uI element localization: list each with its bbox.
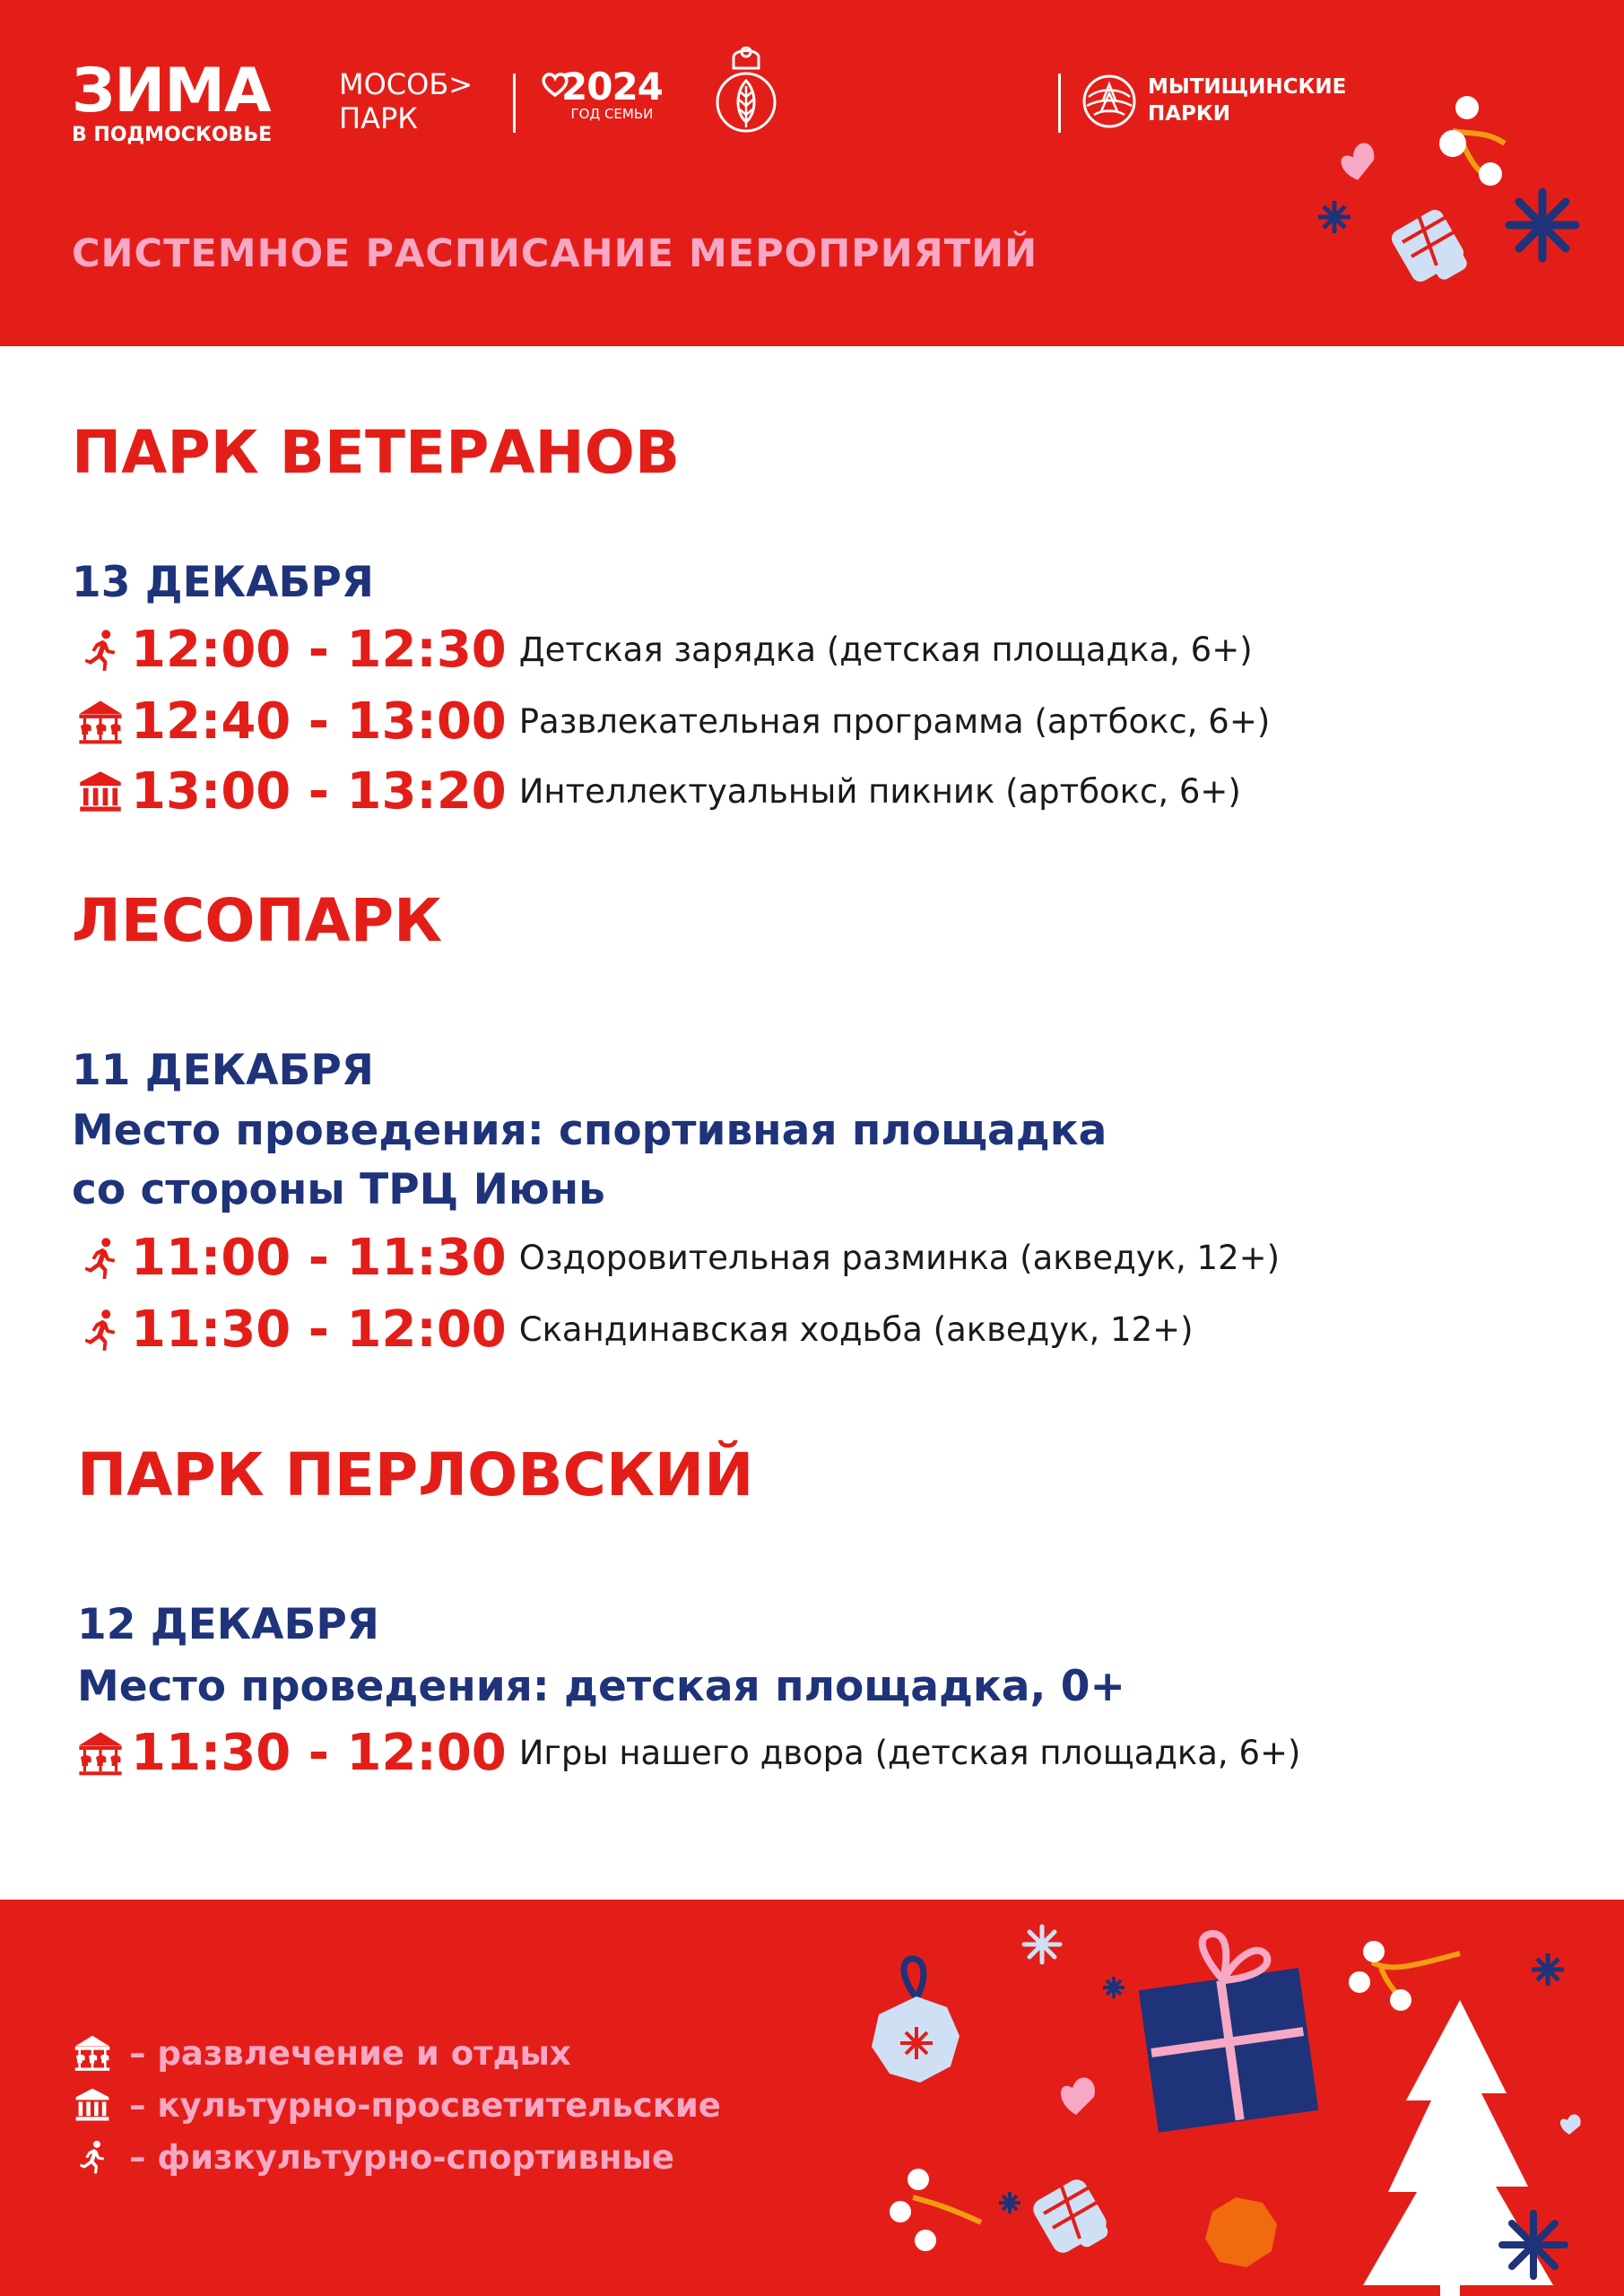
event-description: Скандинавская ходьба (акведук, 12+) [518, 1310, 1194, 1349]
year-of-family-logo [545, 65, 663, 122]
park-title-lesopark: ЛЕСОПАРК [72, 886, 443, 955]
event-time: 11:30 - 12:00 [131, 1300, 507, 1359]
park-title-perlovsky: ПАРК ПЕРЛОВСКИЙ [77, 1440, 754, 1509]
mosobpark-logo-line1: МОСОБ> [339, 67, 473, 101]
event-row [75, 762, 1241, 821]
mitten-decoration-icon [1029, 2176, 1110, 2257]
date-heading: 13 ДЕКАБРЯ [72, 558, 374, 607]
event-row [75, 1300, 1194, 1359]
heart-decoration-icon [1061, 2078, 1095, 2115]
event-description: Детская зарядка (детская площадка, 6+) [518, 631, 1253, 669]
heart-icon [540, 72, 570, 97]
legend-item-entertainment [72, 2032, 571, 2074]
parks-logo-line1: МЫТИЩИНСКИЕ [1148, 75, 1347, 100]
footer-banner [0, 1900, 1624, 2296]
parks-logo-line2: ПАРКИ [1148, 102, 1230, 126]
event-time: 12:00 - 12:30 [131, 621, 507, 679]
legend-label: – развлечение и отдых [129, 2033, 571, 2073]
header-banner [0, 0, 1624, 346]
event-description: Развлекательная программа (артбокс, 6+) [518, 702, 1271, 741]
event-time: 13:00 - 13:20 [131, 762, 507, 821]
runner-icon [72, 2136, 113, 2178]
museum-icon [72, 2084, 113, 2126]
zima-logo [72, 56, 273, 146]
logo-divider [513, 74, 516, 133]
berries-decoration-icon-2 [890, 2169, 981, 2251]
runner-icon [75, 1233, 126, 1283]
legend-item-sports [72, 2136, 674, 2178]
tangerine-decoration-icon [1205, 2194, 1277, 2267]
event-time: 11:00 - 11:30 [131, 1229, 507, 1287]
snowflake-small-decoration-icon [1103, 1977, 1125, 1998]
page-subtitle: СИСТЕМНОЕ РАСПИСАНИЕ МЕРОПРИЯТИЙ [72, 231, 1038, 276]
runner-icon [75, 1305, 126, 1355]
legend-label: – культурно-просветительские [129, 2085, 721, 2125]
snowflake-decoration-icon [1024, 1926, 1060, 1962]
carousel-icon [72, 2032, 113, 2074]
mitten-decoration-icon [1388, 206, 1469, 284]
snowflake-large-decoration-icon [1502, 2213, 1565, 2276]
logo-divider-2 [1058, 74, 1061, 133]
event-description: Игры нашего двора (детская площадка, 6+) [518, 1734, 1301, 1772]
heart-small-decoration-icon [1560, 2114, 1581, 2135]
snowflake-decoration-icon [1532, 1953, 1564, 1986]
venue-info [72, 1101, 1107, 1220]
mosobpark-logo [339, 68, 473, 136]
venue-line: Место проведения: спортивная площадка [72, 1106, 1107, 1155]
event-row [75, 1229, 1280, 1287]
event-time: 11:30 - 12:00 [131, 1724, 507, 1782]
carousel-icon [75, 697, 126, 747]
heart-decoration-icon [1338, 142, 1378, 183]
venue-line: Место проведения: детская площадка, 0+ [77, 1662, 1125, 1711]
top-decorations [1291, 81, 1624, 346]
ornament-bauble-icon [872, 1959, 960, 2083]
venue-info [77, 1657, 1125, 1717]
legend-item-culture [72, 2084, 721, 2126]
zima-logo-subtitle: В ПОДМОСКОВЬЕ [72, 124, 273, 146]
event-time: 12:40 - 13:00 [131, 692, 507, 751]
event-description: Интеллектуальный пикник (артбокс, 6+) [518, 772, 1241, 811]
year-logo-number: 2024 [561, 65, 663, 109]
event-description: Оздоровительная разминка (акведук, 12+) [518, 1239, 1281, 1277]
event-row [75, 1724, 1300, 1782]
gift-box-icon [1139, 1934, 1319, 2133]
venue-line: со стороны ТРЦ Июнь [72, 1165, 605, 1214]
zima-logo-title: ЗИМА [72, 56, 271, 126]
parks-emblem-icon [1081, 74, 1137, 129]
mosobpark-logo-line2: ПАРК [339, 100, 418, 135]
park-title-veteranov: ПАРК ВЕТЕРАНОВ [72, 418, 681, 487]
runner-icon [75, 625, 126, 675]
snowflake-decoration-icon [1318, 201, 1350, 233]
year-logo-caption: ГОД СЕМЬИ [570, 106, 654, 122]
berries-decoration-icon [1349, 1941, 1460, 2011]
legend-label: – физкультурно-спортивные [129, 2137, 674, 2177]
carousel-icon [75, 1728, 126, 1779]
snowflake-large-decoration-icon [1509, 192, 1576, 258]
ornament-leaf-logo [714, 47, 778, 136]
bottom-decorations [861, 1900, 1624, 2296]
event-row [75, 692, 1270, 751]
berries-decoration-icon [1439, 96, 1505, 186]
date-heading: 11 ДЕКАБРЯ [72, 1046, 374, 1095]
event-row [75, 621, 1253, 679]
snowflake-small-decoration-icon-2 [999, 2192, 1020, 2213]
date-heading: 12 ДЕКАБРЯ [77, 1600, 379, 1649]
museum-icon [75, 767, 126, 817]
